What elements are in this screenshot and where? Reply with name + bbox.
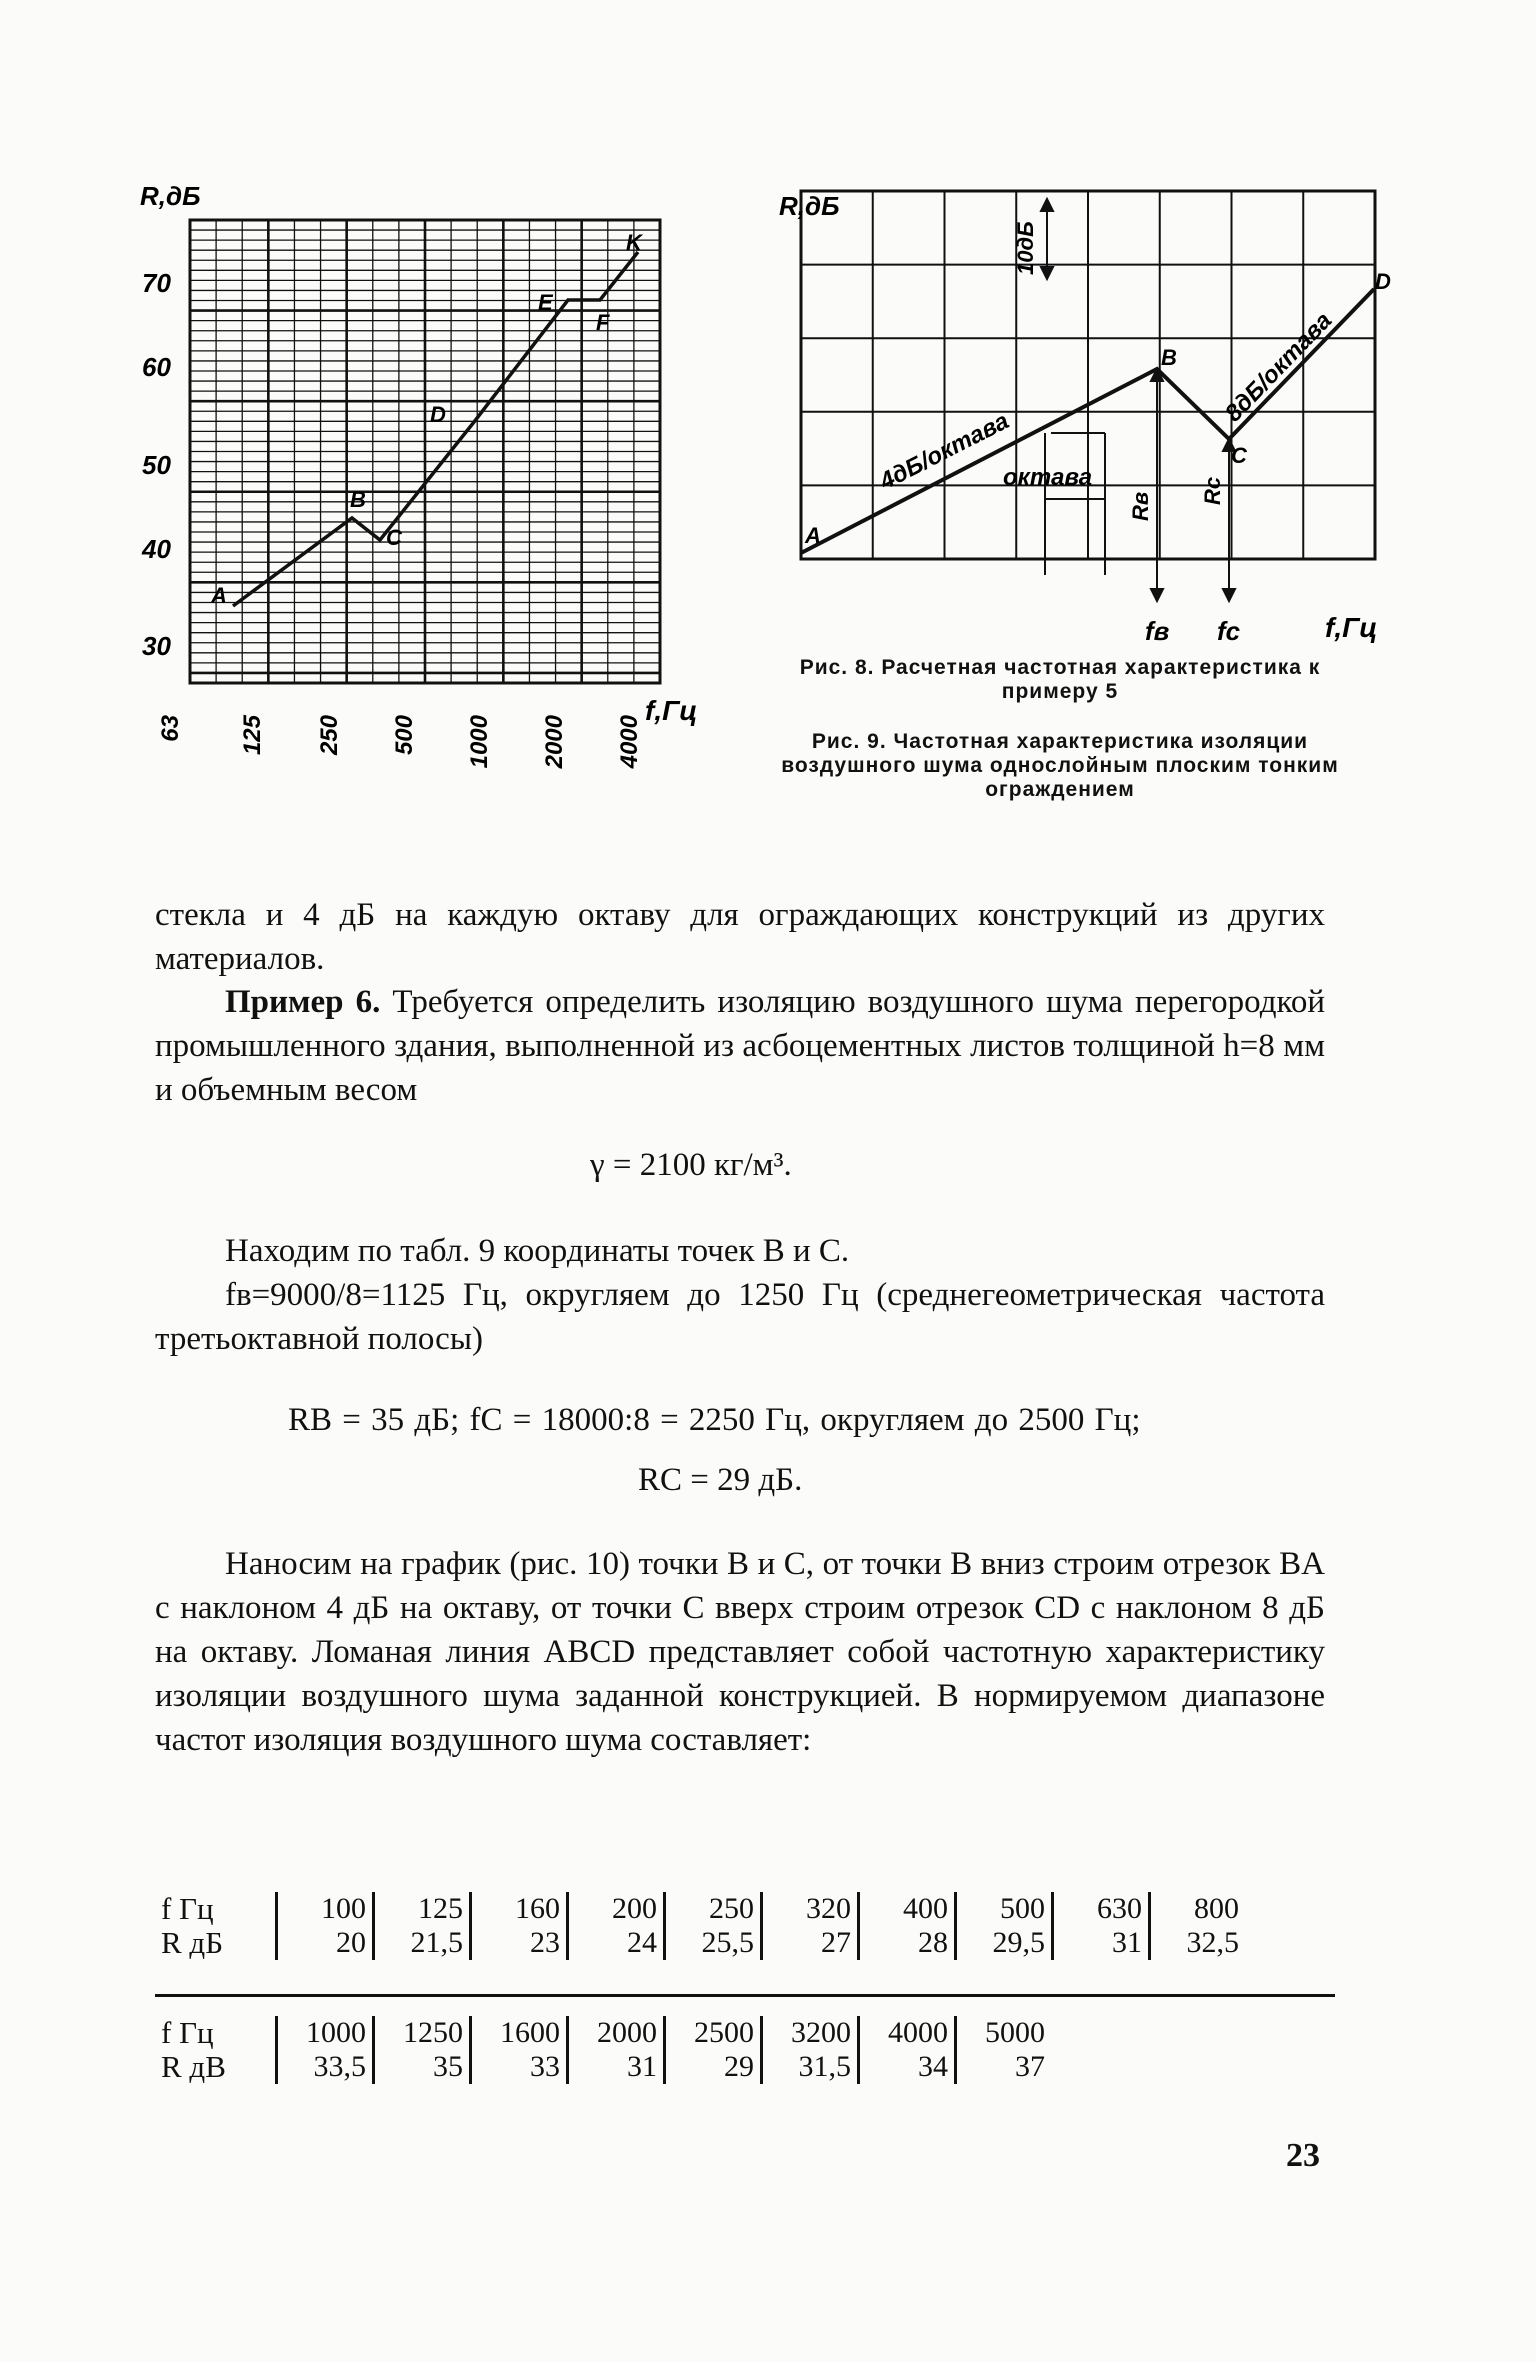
example-heading: Пример 6. <box>225 984 381 1020</box>
table-cell: 2000 <box>568 2016 665 2050</box>
figure-9-x-label: f,Гц <box>1325 612 1378 643</box>
figure-8-y-tick: 30 <box>142 631 171 661</box>
figure-9-dimension-lines <box>1045 199 1235 601</box>
table-cell: 23 <box>471 1926 568 1960</box>
table-row <box>155 2016 1051 2050</box>
table-cell: 630 <box>1053 1892 1150 1926</box>
example-text: Требуется определить изоляцию воздушного шума перегородкой промышленного здания, выполненной из асбоцементных листов толщиной h=8 мм и объемным весом <box>155 984 1325 1108</box>
table-cell: 32,5 <box>1150 1926 1246 1960</box>
figure-8-y-tick: 60 <box>142 352 171 382</box>
formula-rc: RC = 29 дБ. <box>638 1462 803 1498</box>
figure-9-point-c: C <box>1231 443 1247 468</box>
figure-9-point-a: A <box>805 523 821 548</box>
table-cell: 24 <box>568 1926 665 1960</box>
point-label-d: D <box>430 402 446 427</box>
scale-10db-marker <box>1041 199 1053 279</box>
point-label-b: B <box>350 487 366 512</box>
table-cell: 800 <box>1150 1892 1246 1926</box>
table-row-label: R дВ <box>161 2049 226 2084</box>
table-cell: 500 <box>956 1892 1053 1926</box>
paragraph-5: Наносим на график (рис. 10) точки B и C, от точки B вниз строим отрезок BA с наклоном 4 дБ на октаву, от точки C вверх строим отрезок CD с наклоном 8 дБ на октаву. Ломаная линия ABCD представляет собой частотную характеристику изоляции воздушного шума заданной конструкцией. В нормируемом диапазоне частот изоляция воздушного шума составляет: <box>155 1546 1325 1758</box>
figure-9-octave-label: октава <box>1003 464 1093 491</box>
figure-9-chart <box>765 165 1391 665</box>
table-cell: 33,5 <box>277 2050 374 2084</box>
table-row-label: f Гц <box>161 2015 214 2050</box>
table-cell: 1250 <box>374 2016 471 2050</box>
figure-8-x-label: f,Гц <box>645 695 698 726</box>
figure-9-point-d: D <box>1375 269 1391 294</box>
table-cell: 29 <box>665 2050 762 2084</box>
table-cell: 2500 <box>665 2016 762 2050</box>
table-cell: 31 <box>1053 1926 1150 1960</box>
table-cell: 35 <box>374 2050 471 2084</box>
table-cell: 100 <box>277 1892 374 1926</box>
figure-9-slope-left-label: 4дБ/октава <box>875 407 1014 496</box>
table-cell: 37 <box>956 2050 1052 2084</box>
figure-8-x-tick: 63 <box>157 715 184 742</box>
table-row-label: f Гц <box>161 1891 214 1926</box>
figure-9-fc-label: fс <box>1217 616 1241 646</box>
figure-9-rc-label: Rс <box>1200 476 1225 505</box>
formula-density: γ = 2100 кг/м³. <box>590 1147 792 1183</box>
values-table-2 <box>155 2016 1051 2084</box>
curve-line <box>233 252 638 606</box>
page-number: 23 <box>1286 2137 1320 2174</box>
figure-8-y-tick: 50 <box>142 450 171 480</box>
table-cell: 25,5 <box>665 1926 762 1960</box>
figure-8-y-tick: 40 <box>142 534 171 564</box>
figure-8-y-tick: 70 <box>142 268 171 298</box>
point-label-a: A <box>211 583 227 608</box>
paragraph-3: Находим по табл. 9 координаты точек B и C. <box>225 1233 850 1269</box>
table-cell: 3200 <box>762 2016 859 2050</box>
figure-9-rb-label: Rв <box>1128 491 1153 521</box>
table-row <box>155 1892 1245 1926</box>
point-label-c: C <box>386 525 402 550</box>
table-cell: 125 <box>374 1892 471 1926</box>
paragraph-2 <box>155 980 1325 1112</box>
figure-9-scale-label: 10дБ <box>1013 221 1038 275</box>
table-cell: 4000 <box>859 2016 956 2050</box>
table-cell: 20 <box>277 1926 374 1960</box>
table-cell: 400 <box>859 1892 956 1926</box>
point-label-e: E <box>538 290 553 315</box>
table-cell: 5000 <box>956 2016 1052 2050</box>
figure-8-x-tick: 4000 <box>616 715 643 769</box>
table-cell: 250 <box>665 1892 762 1926</box>
figure-8-curve <box>233 252 638 606</box>
table-row-label: R дБ <box>161 1925 223 1960</box>
formula-rb-fc: RB = 35 дБ; fC = 18000:8 = 2250 Гц, округляем до 2500 Гц; <box>288 1402 1141 1438</box>
table-cell: 1600 <box>471 2016 568 2050</box>
table-cell: 31,5 <box>762 2050 859 2084</box>
table-cell: 320 <box>762 1892 859 1926</box>
values-table-1 <box>155 1892 1245 1960</box>
point-label-k: K <box>626 230 642 255</box>
figure-9-slope-right-label: 8дБ/октава <box>1219 307 1338 428</box>
figure-8-x-tick: 1000 <box>466 715 493 769</box>
table-row <box>155 2050 1051 2084</box>
table-cell: 1000 <box>277 2016 374 2050</box>
figure-8-x-tick: 250 <box>316 715 343 756</box>
figure-8-x-tick: 125 <box>239 715 266 756</box>
paragraph-1: стекла и 4 дБ на каждую октаву для ограждающих конструкций из других материалов. <box>155 897 1325 977</box>
figure-9-fb-label: fв <box>1145 616 1170 646</box>
table-cell: 31 <box>568 2050 665 2084</box>
figure-8-caption: Рис. 8. Расчетная частотная характеристика к примеру 5 <box>799 656 1321 703</box>
table-cell: 29,5 <box>956 1926 1053 1960</box>
figure-9-y-label: R,дБ <box>779 191 840 221</box>
figure-8-chart <box>90 160 810 800</box>
figure-9-caption: Рис. 9. Частотная характеристика изоляции воздушного шума однослойным плоским тонким ограждением <box>781 730 1339 801</box>
table-cell: 160 <box>471 1892 568 1926</box>
figure-9-point-b: B <box>1161 345 1177 370</box>
table-cell: 21,5 <box>374 1926 471 1960</box>
figure-8-grid <box>190 220 660 683</box>
figure-8-y-label: R,дБ <box>140 181 201 211</box>
table-cell: 28 <box>859 1926 956 1960</box>
table-cell: 27 <box>762 1926 859 1960</box>
table-cell: 33 <box>471 2050 568 2084</box>
table-row <box>155 1926 1245 1960</box>
figure-8-x-tick: 2000 <box>541 715 568 769</box>
point-label-f: F <box>596 310 610 335</box>
table-cell: 34 <box>859 2050 956 2084</box>
figure-8-x-tick: 500 <box>391 715 418 756</box>
paragraph-4: fв=9000/8=1125 Гц, округляем до 1250 Гц (среднегеометрическая частота третьоктавной полосы) <box>155 1277 1325 1357</box>
table-divider <box>155 1994 1335 1997</box>
table-cell: 200 <box>568 1892 665 1926</box>
